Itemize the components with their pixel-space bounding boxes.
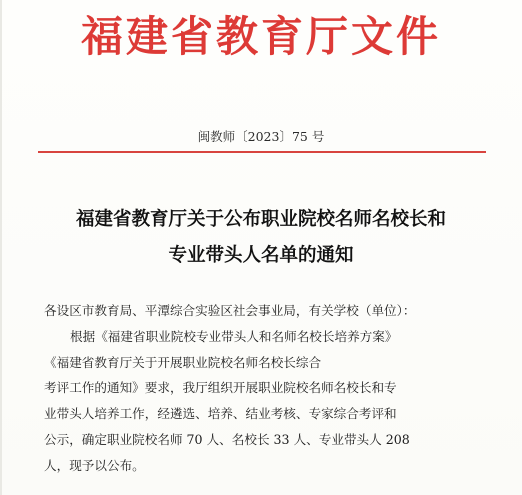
body-line: 《福建省教育厅关于开展职业院校名师名校长综合 [44,354,322,370]
document-number: 闽教师〔2023〕75 号 [197,129,325,144]
red-divider-line [38,151,486,153]
body-line: 公示，确定职业院校名师 70 人、名校长 33 人、专业带头人 208 [44,431,410,447]
body-line: 考评工作的通知》要求，我厅组织开展职业院校名师名校长和专 [44,380,397,396]
body-line: 人，现予以公布。 [44,457,145,473]
notice-title-line-1: 福建省教育厅关于公布职业院校名师名校长和 [75,209,446,230]
notice-title [0,202,522,274]
notice-title-line-2: 专业带头人名单的通知 [168,245,354,266]
body-line: 业带头人培养工作，经遴选、培养、结业考核、专家综合考评和 [44,406,397,422]
notice-body [44,298,494,479]
addressee-line: 各设区市教育局、平潭综合实验区社会事业局，有关学校（单位）： [44,303,416,318]
document-header-title: 福建省教育厅文件 [80,12,441,61]
body-line: 根据《福建省职业院校专业带头人和名师名校长培养方案》 [70,328,398,344]
